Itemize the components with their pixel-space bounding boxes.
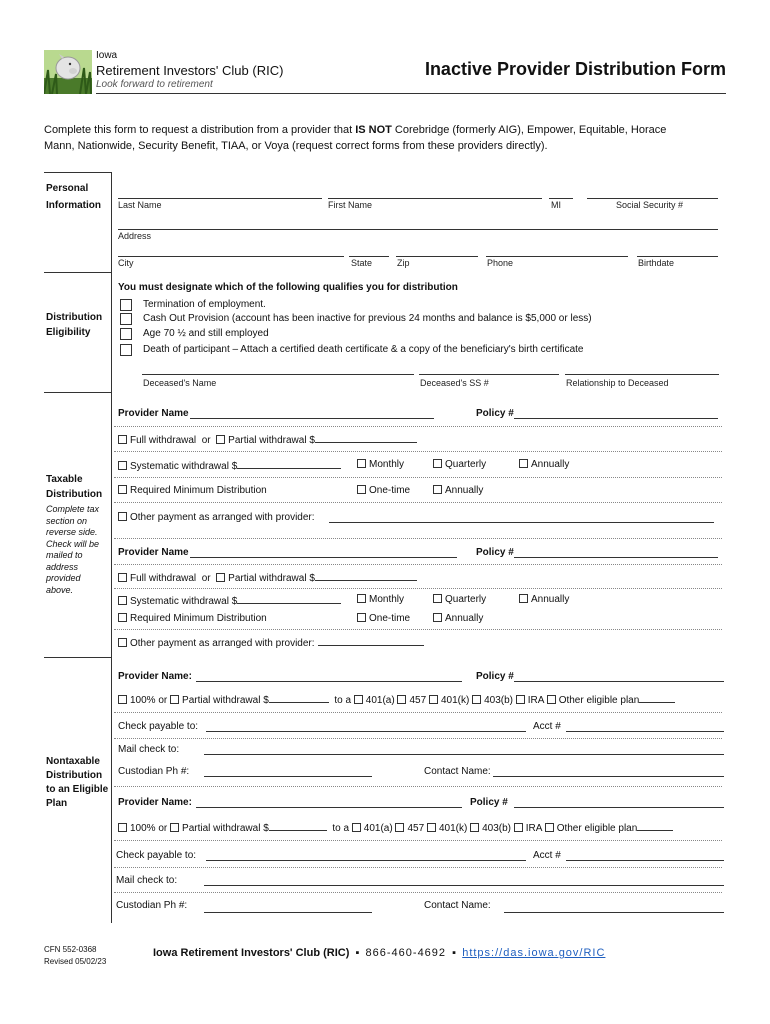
plan-401a-label: 401(a) [363, 823, 393, 834]
systematic-amount-field[interactable] [237, 594, 341, 604]
plan-ira-checkbox[interactable] [514, 823, 523, 832]
nontax-policy2-field[interactable] [514, 807, 724, 808]
taxable-withdrawal2-row [118, 571, 417, 584]
deceased-ss-field[interactable] [419, 374, 559, 375]
ssn-field[interactable] [587, 198, 718, 199]
partial-withdrawal-label: Partial withdrawal $ [228, 435, 315, 446]
one-time-checkbox[interactable] [357, 485, 366, 494]
plan-other-checkbox[interactable] [545, 823, 554, 832]
row-separator [114, 426, 722, 427]
footer-bullet: ▪ [452, 947, 457, 959]
annually-checkbox[interactable] [433, 613, 442, 622]
other-payment1-field[interactable] [329, 522, 714, 523]
mail-check2-label: Mail check to: [116, 875, 178, 886]
pct100-checkbox[interactable] [118, 695, 127, 704]
quarterly1-option [433, 459, 486, 470]
address-label: Address [118, 231, 152, 241]
partial-checkbox[interactable] [170, 823, 179, 832]
taxable-note-line: reverse side. [46, 527, 98, 537]
rmd-annually1-option [433, 485, 483, 496]
nontax-provider2-field[interactable] [196, 807, 462, 808]
section-personal-l1: Personal [46, 183, 89, 194]
one-time-label: One-time [369, 613, 411, 624]
rmd-checkbox[interactable] [118, 485, 127, 494]
footer-form-id [44, 944, 106, 968]
taxable-note-line: section on [46, 515, 88, 526]
rmd1-row [118, 485, 267, 496]
plan-other-field[interactable] [637, 821, 673, 831]
partial-label: Partial withdrawal $ [182, 823, 269, 834]
nontax-policy1-field[interactable] [514, 681, 724, 682]
taxable-withdrawal1-row [118, 433, 417, 446]
quarterly-label: Quarterly [445, 459, 487, 470]
annually-label: Annually [531, 594, 570, 605]
footer-phone: 866-460-4692 [365, 947, 447, 959]
other-payment-label: Other payment as arranged with provider: [130, 512, 315, 523]
or-label: or [158, 823, 168, 834]
systematic-label: Systematic withdrawal $ [130, 461, 238, 472]
section-nontaxable-title [46, 755, 108, 811]
plan-403b-label: 403(b) [484, 695, 513, 706]
plan-457-label: 457 [409, 695, 427, 706]
monthly-label: Monthly [369, 459, 405, 470]
row-separator [114, 840, 722, 841]
taxable-provider1-label: Provider Name [118, 408, 189, 419]
custodian2-label: Custodian Ph #: [116, 900, 188, 911]
plan-403b-label: 403(b) [482, 823, 511, 834]
onetime2-option [357, 613, 410, 624]
section-divider-eligibility [111, 272, 112, 392]
section-rule-eligibility [44, 272, 112, 273]
deceased-name-field[interactable] [142, 374, 414, 375]
plan-401k-checkbox[interactable] [429, 695, 438, 704]
nontax-provider1-label: Provider Name: [118, 671, 192, 682]
acct2-field[interactable] [566, 860, 724, 861]
annually-label: Annually [531, 459, 570, 470]
acct1-field[interactable] [566, 731, 724, 732]
taxable-note-line: above. [46, 584, 74, 595]
pct100-checkbox[interactable] [118, 823, 127, 832]
section-eligibility-l2: Eligibility [46, 327, 91, 338]
taxable-note-line: address [46, 561, 79, 572]
footer-org: Iowa Retirement Investors' Club (RIC) [153, 947, 350, 959]
rmd2-row [118, 613, 267, 624]
taxable-provider2-field[interactable] [190, 557, 457, 558]
row-separator [114, 451, 722, 452]
monthly1-option [357, 459, 404, 470]
systematic-amount-field[interactable] [237, 459, 341, 469]
eligibility-checkbox-age[interactable] [120, 328, 132, 340]
monthly-checkbox[interactable] [357, 594, 366, 603]
section-nontaxable-l1: Nontaxable [46, 756, 100, 767]
section-taxable-title [46, 472, 102, 502]
mail-check1-label: Mail check to: [118, 744, 180, 755]
or-label: or [158, 695, 168, 706]
eligibility-checkbox-termination[interactable] [120, 299, 132, 311]
taxable-note [46, 504, 99, 596]
relationship-field[interactable] [565, 374, 719, 375]
footer-contact [153, 947, 605, 959]
other-payment-checkbox[interactable] [118, 512, 127, 521]
taxable-provider2-label: Provider Name [118, 547, 189, 558]
address-field[interactable] [118, 229, 718, 230]
annually2-option [519, 594, 569, 605]
row-separator [114, 502, 722, 503]
intro-part2: Corebridge (formerly AIG), Empower, Equitable, Horace [391, 124, 667, 136]
nontax-withdrawal1-row [118, 693, 675, 706]
section-rule-taxable [44, 392, 112, 393]
eligibility-option-age: Age 70 ½ and still employed [143, 328, 269, 339]
systematic-label: Systematic withdrawal $ [130, 596, 238, 607]
row-separator [114, 738, 722, 739]
annually-label: Annually [445, 613, 484, 624]
row-separator [114, 477, 722, 478]
last-name-field[interactable] [118, 198, 322, 199]
custodian1-label: Custodian Ph #: [118, 766, 190, 777]
one-time-label: One-time [369, 485, 411, 496]
custodian2-field[interactable] [204, 912, 372, 913]
eligibility-checkbox-death[interactable] [120, 344, 132, 356]
annually-checkbox[interactable] [433, 485, 442, 494]
zip-field[interactable] [396, 256, 478, 257]
nontax-withdrawal2-row [118, 821, 673, 834]
plan-401a-checkbox[interactable] [352, 823, 361, 832]
systematic-checkbox[interactable] [118, 461, 127, 470]
logo-name: Retirement Investors' Club (RIC) [96, 63, 284, 78]
acct1-label: Acct # [533, 721, 561, 732]
full-withdrawal-label: Full withdrawal [130, 435, 197, 446]
plan-457-label: 457 [407, 823, 425, 834]
taxable-policy2-field[interactable] [514, 557, 718, 558]
monthly-label: Monthly [369, 594, 405, 605]
check-payable1-label: Check payable to: [118, 721, 199, 732]
systematic1-row [118, 459, 341, 472]
eligibility-option-death: Death of participant – Attach a certified death certificate & a copy of the beneficiary's birth certificate [143, 344, 584, 355]
section-nontaxable-l2: Distribution [46, 770, 103, 781]
taxable-note-line: provided [46, 573, 81, 583]
systematic-checkbox[interactable] [118, 596, 127, 605]
rmd-label: Required Minimum Distribution [130, 485, 267, 496]
systematic2-row [118, 594, 341, 607]
plan-457-checkbox[interactable] [395, 823, 404, 832]
section-nontaxable-l4: Plan [46, 798, 68, 809]
nontax-policy2-label: Policy # [470, 797, 508, 808]
section-taxable-l2: Distribution [46, 489, 103, 500]
section-eligibility-l1: Distribution [46, 312, 103, 323]
footer-revised: Revised 05/02/23 [44, 957, 107, 966]
partial-withdrawal-field[interactable] [315, 571, 417, 581]
contact2-label: Contact Name: [424, 900, 491, 911]
annually1-option [519, 459, 569, 470]
plan-other-field[interactable] [639, 693, 675, 703]
row-separator [114, 564, 722, 565]
deceased-ss-label: Deceased's SS # [420, 378, 489, 388]
section-taxable-l1: Taxable [46, 474, 83, 485]
mi-field[interactable] [549, 198, 573, 199]
plan-401k-label: 401(k) [438, 823, 468, 834]
custodian1-field[interactable] [204, 776, 372, 777]
or-label: or [201, 435, 211, 446]
logo-tagline: Look forward to retirement [96, 79, 213, 90]
contact1-field[interactable] [493, 776, 724, 777]
annually-checkbox[interactable] [519, 459, 528, 468]
plan-ira-checkbox[interactable] [516, 695, 525, 704]
eligibility-option-cashout: Cash Out Provision (account has been inactive for previous 24 months and balance is $5,000 or less) [143, 313, 592, 324]
pct100-label: 100% [130, 823, 156, 834]
row-separator [114, 867, 722, 868]
plan-401k-label: 401(k) [440, 695, 470, 706]
partial-withdrawal-checkbox[interactable] [216, 573, 225, 582]
section-rule-personal [44, 172, 112, 173]
intro-line2: Mann, Nationwide, Security Benefit, TIAA, or Voya (request correct forms from these providers directly). [44, 140, 548, 152]
eligibility-checkbox-cashout[interactable] [120, 313, 132, 325]
check-payable2-field[interactable] [206, 860, 526, 861]
nontax-policy1-label: Policy # [476, 671, 514, 682]
eligibility-option-termination: Termination of employment. [143, 299, 266, 310]
last-name-label: Last Name [118, 200, 162, 210]
annually-checkbox[interactable] [519, 594, 528, 603]
quarterly-checkbox[interactable] [433, 459, 442, 468]
partial-amount-field[interactable] [269, 821, 327, 831]
section-divider-nontaxable [111, 657, 112, 923]
intro-part1: Complete this form to request a distribution from a provider that [44, 124, 356, 136]
monthly2-option [357, 594, 404, 605]
section-rule-nontaxable [44, 657, 112, 658]
partial-withdrawal-checkbox[interactable] [216, 435, 225, 444]
contact1-label: Contact Name: [424, 766, 491, 777]
plan-401k-checkbox[interactable] [427, 823, 436, 832]
partial-withdrawal-field[interactable] [315, 433, 417, 443]
birthdate-label: Birthdate [638, 258, 675, 268]
or-label: or [201, 573, 211, 584]
mail-check1-field[interactable] [204, 754, 724, 755]
check-payable2-label: Check payable to: [116, 850, 197, 861]
taxable-note-line: Check will be [46, 538, 100, 549]
rmd-annually2-option [433, 613, 483, 624]
state-field[interactable] [349, 256, 389, 257]
footer-bullet: ▪ [355, 947, 360, 959]
row-separator [114, 712, 722, 713]
one-time-checkbox[interactable] [357, 613, 366, 622]
plan-457-checkbox[interactable] [397, 695, 406, 704]
phone-field[interactable] [486, 256, 628, 257]
taxable-provider1-field[interactable] [190, 418, 434, 419]
quarterly-label: Quarterly [445, 594, 487, 605]
form-title: Inactive Provider Distribution Form [424, 59, 726, 79]
plan-ira-label: IRA [525, 823, 542, 834]
full-withdrawal-checkbox[interactable] [118, 435, 127, 444]
zip-label: Zip [397, 258, 410, 268]
section-eligibility-title [46, 310, 102, 340]
monthly-checkbox[interactable] [357, 459, 366, 468]
other-payment1-row [118, 512, 315, 523]
other-payment-checkbox[interactable] [118, 638, 127, 647]
plan-403b-checkbox[interactable] [470, 823, 479, 832]
intro-text [44, 122, 734, 154]
section-divider-taxable [111, 392, 112, 657]
plan-401a-checkbox[interactable] [354, 695, 363, 704]
check-payable1-field[interactable] [206, 731, 526, 732]
partial-label: Partial withdrawal $ [182, 695, 269, 706]
full-withdrawal-checkbox[interactable] [118, 573, 127, 582]
taxable-note-line: Complete tax [46, 504, 100, 514]
annually-label: Annually [445, 485, 484, 496]
section-personal-title [46, 180, 101, 214]
row-separator [114, 892, 722, 893]
plan-other-label: Other eligible plan [556, 823, 638, 834]
taxable-policy1-field[interactable] [514, 418, 718, 419]
taxable-policy2-label: Policy # [476, 547, 514, 558]
partial-checkbox[interactable] [170, 695, 179, 704]
other-payment-label: Other payment as arranged with provider: [130, 638, 315, 649]
city-field[interactable] [118, 256, 344, 257]
row-separator [114, 786, 722, 787]
deceased-name-label: Deceased's Name [143, 378, 217, 388]
first-name-label: First Name [328, 200, 373, 210]
city-label: City [118, 258, 134, 268]
plan-403b-checkbox[interactable] [472, 695, 481, 704]
nontax-provider1-field[interactable] [196, 681, 462, 682]
footer-url-link[interactable]: https://das.iowa.gov/RIC [462, 947, 606, 959]
onetime1-option [357, 485, 410, 496]
section-personal-l2: Information [46, 200, 101, 211]
ssn-label: Social Security # [616, 200, 684, 210]
to-a-label: to a [332, 823, 350, 834]
mi-label: MI [551, 200, 561, 210]
section-divider-personal [111, 172, 112, 272]
logo [44, 50, 92, 94]
plan-ira-label: IRA [527, 695, 544, 706]
phone-label: Phone [487, 258, 514, 268]
state-label: State [351, 258, 373, 268]
eligibility-heading: You must designate which of the following qualifies you for distribution [118, 282, 458, 293]
plan-other-label: Other eligible plan [558, 695, 640, 706]
section-nontaxable-l3: to an Eligible [46, 784, 109, 795]
logo-small-text: Iowa [96, 50, 118, 61]
acct2-label: Acct # [533, 850, 561, 861]
header-divider [96, 93, 726, 94]
nontax-provider2-label: Provider Name: [118, 797, 192, 808]
birthdate-field[interactable] [637, 256, 718, 257]
footer-cfn: CFN 552-0368 [44, 945, 97, 954]
intro-emph: IS NOT [355, 124, 392, 136]
quarterly2-option [433, 594, 486, 605]
taxable-note-line: mailed to [46, 550, 83, 560]
other-payment2-row [118, 636, 424, 649]
relationship-label: Relationship to Deceased [566, 378, 669, 388]
mail-check2-field[interactable] [204, 885, 724, 886]
plan-401a-label: 401(a) [365, 695, 395, 706]
quarterly-checkbox[interactable] [433, 594, 442, 603]
full-withdrawal-label: Full withdrawal [130, 573, 197, 584]
plan-other-checkbox[interactable] [547, 695, 556, 704]
pct100-label: 100% [130, 695, 156, 706]
contact2-field[interactable] [504, 912, 724, 913]
partial-withdrawal-label: Partial withdrawal $ [228, 573, 315, 584]
rmd-checkbox[interactable] [118, 613, 127, 622]
other-payment2-field[interactable] [318, 636, 424, 646]
to-a-label: to a [334, 695, 352, 706]
partial-amount-field[interactable] [269, 693, 329, 703]
taxable-policy1-label: Policy # [476, 408, 514, 419]
row-separator [114, 629, 722, 630]
row-separator [114, 538, 722, 539]
row-separator [114, 588, 722, 589]
first-name-field[interactable] [328, 198, 542, 199]
rmd-label: Required Minimum Distribution [130, 613, 267, 624]
